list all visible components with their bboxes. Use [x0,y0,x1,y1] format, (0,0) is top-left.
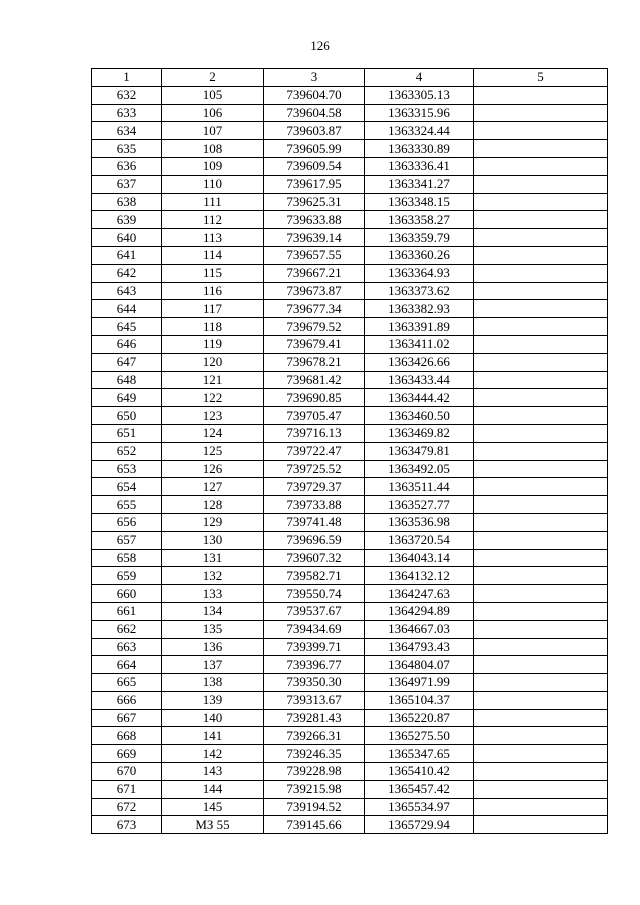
x-coordinate-cell: 739677.34 [264,300,365,318]
table-row [92,282,608,300]
note-cell [474,353,608,371]
table-row [92,513,608,531]
y-coordinate-cell: 1363492.05 [365,460,474,478]
y-coordinate-cell: 1364667.03 [365,620,474,638]
note-cell [474,140,608,158]
page-number: 126 [310,38,330,53]
table-row [92,318,608,336]
row-index-cell: 673 [92,816,162,834]
x-coordinate-cell: 739678.21 [264,353,365,371]
table-row [92,620,608,638]
note-cell [474,620,608,638]
row-index-cell: 667 [92,709,162,727]
y-coordinate-cell: 1363336.41 [365,157,474,175]
x-coordinate-cell: 739215.98 [264,780,365,798]
row-index-cell: 648 [92,371,162,389]
point-id-cell: 119 [162,335,264,353]
note-cell [474,478,608,496]
x-coordinate-cell: 739679.52 [264,318,365,336]
note-cell [474,816,608,834]
point-id-cell: 129 [162,513,264,531]
point-id-cell: 131 [162,549,264,567]
point-id-cell: 118 [162,318,264,336]
table-row [92,140,608,158]
row-index-cell: 655 [92,496,162,514]
point-id-cell: 120 [162,353,264,371]
x-coordinate-cell: 739582.71 [264,567,365,585]
point-id-cell: 139 [162,691,264,709]
x-coordinate-cell: 739266.31 [264,727,365,745]
y-coordinate-cell: 1363315.96 [365,104,474,122]
table-body [92,86,608,833]
point-id-cell: 124 [162,424,264,442]
point-id-cell: 127 [162,478,264,496]
row-index-cell: 659 [92,567,162,585]
table-row [92,691,608,709]
y-coordinate-cell: 1363373.62 [365,282,474,300]
table-row [92,478,608,496]
x-coordinate-cell: 739609.54 [264,157,365,175]
point-id-cell: 108 [162,140,264,158]
row-index-cell: 652 [92,442,162,460]
table-row [92,442,608,460]
point-id-cell: 143 [162,763,264,781]
x-coordinate-cell: 739617.95 [264,175,365,193]
x-coordinate-cell: 739679.41 [264,335,365,353]
point-id-cell: 138 [162,674,264,692]
row-index-cell: 634 [92,122,162,140]
row-index-cell: 647 [92,353,162,371]
note-cell [474,709,608,727]
y-coordinate-cell: 1363479.81 [365,442,474,460]
note-cell [474,638,608,656]
y-coordinate-cell: 1363411.02 [365,335,474,353]
row-index-cell: 672 [92,798,162,816]
x-coordinate-cell: 739399.71 [264,638,365,656]
column-header-1: 1 [92,69,162,87]
y-coordinate-cell: 1365104.37 [365,691,474,709]
x-coordinate-cell: 739246.35 [264,745,365,763]
row-index-cell: 633 [92,104,162,122]
row-index-cell: 635 [92,140,162,158]
row-index-cell: 664 [92,656,162,674]
point-id-cell: 144 [162,780,264,798]
x-coordinate-cell: 739194.52 [264,798,365,816]
point-id-cell: 109 [162,157,264,175]
y-coordinate-cell: 1365534.97 [365,798,474,816]
y-coordinate-cell: 1365410.42 [365,763,474,781]
x-coordinate-cell: 739228.98 [264,763,365,781]
note-cell [474,389,608,407]
x-coordinate-cell: 739657.55 [264,246,365,264]
note-cell [474,86,608,104]
point-id-cell: 141 [162,727,264,745]
column-header-2: 2 [162,69,264,87]
table-row [92,798,608,816]
table-row [92,389,608,407]
note-cell [474,175,608,193]
y-coordinate-cell: 1364247.63 [365,585,474,603]
note-cell [474,211,608,229]
column-header-3: 3 [264,69,365,87]
note-cell [474,513,608,531]
header-row [92,69,608,87]
row-index-cell: 669 [92,745,162,763]
note-cell [474,745,608,763]
note-cell [474,246,608,264]
note-cell [474,442,608,460]
y-coordinate-cell: 1364294.89 [365,602,474,620]
note-cell [474,229,608,247]
y-coordinate-cell: 1365220.87 [365,709,474,727]
note-cell [474,424,608,442]
note-cell [474,460,608,478]
x-coordinate-cell: 739607.32 [264,549,365,567]
point-id-cell: 112 [162,211,264,229]
y-coordinate-cell: 1363364.93 [365,264,474,282]
note-cell [474,602,608,620]
y-coordinate-cell: 1363330.89 [365,140,474,158]
x-coordinate-cell: 739673.87 [264,282,365,300]
table-row [92,656,608,674]
point-id-cell: 140 [162,709,264,727]
row-index-cell: 650 [92,407,162,425]
y-coordinate-cell: 1363720.54 [365,531,474,549]
table-row [92,780,608,798]
point-id-cell: 122 [162,389,264,407]
row-index-cell: 661 [92,602,162,620]
row-index-cell: 637 [92,175,162,193]
table-row [92,567,608,585]
row-index-cell: 662 [92,620,162,638]
row-index-cell: 658 [92,549,162,567]
point-id-cell: 128 [162,496,264,514]
point-id-cell: 145 [162,798,264,816]
table-row [92,122,608,140]
point-id-cell: 106 [162,104,264,122]
table-row [92,585,608,603]
row-index-cell: 638 [92,193,162,211]
point-id-cell: 107 [162,122,264,140]
note-cell [474,780,608,798]
y-coordinate-cell: 1363341.27 [365,175,474,193]
note-cell [474,300,608,318]
note-cell [474,674,608,692]
x-coordinate-cell: 739681.42 [264,371,365,389]
y-coordinate-cell: 1363360.26 [365,246,474,264]
table-row [92,460,608,478]
y-coordinate-cell: 1363426.66 [365,353,474,371]
note-cell [474,282,608,300]
y-coordinate-cell: 1363433.44 [365,371,474,389]
table-row [92,727,608,745]
x-coordinate-cell: 739696.59 [264,531,365,549]
x-coordinate-cell: 739690.85 [264,389,365,407]
y-coordinate-cell: 1365275.50 [365,727,474,745]
table-row [92,229,608,247]
point-id-cell: 142 [162,745,264,763]
note-cell [474,407,608,425]
point-id-cell: 111 [162,193,264,211]
table-row [92,104,608,122]
note-cell [474,763,608,781]
note-cell [474,335,608,353]
x-coordinate-cell: 739705.47 [264,407,365,425]
x-coordinate-cell: 739625.31 [264,193,365,211]
table-row [92,763,608,781]
table-row [92,157,608,175]
row-index-cell: 645 [92,318,162,336]
point-id-cell: 133 [162,585,264,603]
row-index-cell: 666 [92,691,162,709]
y-coordinate-cell: 1364043.14 [365,549,474,567]
table-row [92,264,608,282]
note-cell [474,104,608,122]
table-row [92,193,608,211]
y-coordinate-cell: 1363359.79 [365,229,474,247]
point-id-cell: 123 [162,407,264,425]
point-id-cell: 125 [162,442,264,460]
row-index-cell: 643 [92,282,162,300]
y-coordinate-cell: 1363358.27 [365,211,474,229]
table-row [92,709,608,727]
table-row [92,549,608,567]
x-coordinate-cell: 739145.66 [264,816,365,834]
row-index-cell: 671 [92,780,162,798]
x-coordinate-cell: 739604.58 [264,104,365,122]
point-id-cell: 113 [162,229,264,247]
row-index-cell: 653 [92,460,162,478]
row-index-cell: 656 [92,513,162,531]
point-id-cell: 134 [162,602,264,620]
y-coordinate-cell: 1363511.44 [365,478,474,496]
coordinates-table [91,68,608,834]
x-coordinate-cell: 739639.14 [264,229,365,247]
table-row [92,496,608,514]
x-coordinate-cell: 739725.52 [264,460,365,478]
note-cell [474,798,608,816]
table-row [92,407,608,425]
x-coordinate-cell: 739537.67 [264,602,365,620]
y-coordinate-cell: 1363460.50 [365,407,474,425]
table-header [92,69,608,87]
x-coordinate-cell: 739434.69 [264,620,365,638]
y-coordinate-cell: 1365457.42 [365,780,474,798]
table-row [92,371,608,389]
point-id-cell: 116 [162,282,264,300]
y-coordinate-cell: 1363391.89 [365,318,474,336]
x-coordinate-cell: 739604.70 [264,86,365,104]
point-id-cell: 110 [162,175,264,193]
x-coordinate-cell: 739350.30 [264,674,365,692]
y-coordinate-cell: 1363536.98 [365,513,474,531]
note-cell [474,157,608,175]
point-id-cell: МЗ 55 [162,816,264,834]
x-coordinate-cell: 739281.43 [264,709,365,727]
y-coordinate-cell: 1365347.65 [365,745,474,763]
point-id-cell: 126 [162,460,264,478]
note-cell [474,193,608,211]
row-index-cell: 640 [92,229,162,247]
x-coordinate-cell: 739313.67 [264,691,365,709]
y-coordinate-cell: 1363348.15 [365,193,474,211]
x-coordinate-cell: 739741.48 [264,513,365,531]
point-id-cell: 132 [162,567,264,585]
table-row [92,816,608,834]
table-row [92,246,608,264]
note-cell [474,318,608,336]
note-cell [474,567,608,585]
note-cell [474,691,608,709]
row-index-cell: 665 [92,674,162,692]
x-coordinate-cell: 739396.77 [264,656,365,674]
table-row [92,353,608,371]
y-coordinate-cell: 1364804.07 [365,656,474,674]
x-coordinate-cell: 739722.47 [264,442,365,460]
x-coordinate-cell: 739603.87 [264,122,365,140]
row-index-cell: 642 [92,264,162,282]
table-row [92,638,608,656]
x-coordinate-cell: 739667.21 [264,264,365,282]
table-row [92,211,608,229]
x-coordinate-cell: 739733.88 [264,496,365,514]
x-coordinate-cell: 739729.37 [264,478,365,496]
table-row [92,602,608,620]
point-id-cell: 115 [162,264,264,282]
row-index-cell: 663 [92,638,162,656]
table-row [92,300,608,318]
y-coordinate-cell: 1363444.42 [365,389,474,407]
x-coordinate-cell: 739633.88 [264,211,365,229]
table-row [92,674,608,692]
row-index-cell: 646 [92,335,162,353]
point-id-cell: 117 [162,300,264,318]
table-row [92,424,608,442]
y-coordinate-cell: 1364971.99 [365,674,474,692]
note-cell [474,727,608,745]
point-id-cell: 114 [162,246,264,264]
table-row [92,175,608,193]
point-id-cell: 130 [162,531,264,549]
point-id-cell: 105 [162,86,264,104]
row-index-cell: 668 [92,727,162,745]
note-cell [474,549,608,567]
table-row [92,531,608,549]
x-coordinate-cell: 739716.13 [264,424,365,442]
row-index-cell: 641 [92,246,162,264]
row-index-cell: 670 [92,763,162,781]
column-header-4: 4 [365,69,474,87]
y-coordinate-cell: 1364793.43 [365,638,474,656]
y-coordinate-cell: 1363305.13 [365,86,474,104]
row-index-cell: 632 [92,86,162,104]
row-index-cell: 639 [92,211,162,229]
row-index-cell: 657 [92,531,162,549]
point-id-cell: 137 [162,656,264,674]
y-coordinate-cell: 1363469.82 [365,424,474,442]
note-cell [474,496,608,514]
row-index-cell: 649 [92,389,162,407]
row-index-cell: 651 [92,424,162,442]
row-index-cell: 654 [92,478,162,496]
note-cell [474,371,608,389]
column-header-5: 5 [474,69,608,87]
note-cell [474,585,608,603]
row-index-cell: 644 [92,300,162,318]
y-coordinate-cell: 1363382.93 [365,300,474,318]
table-row [92,86,608,104]
table-row [92,745,608,763]
note-cell [474,122,608,140]
note-cell [474,531,608,549]
point-id-cell: 121 [162,371,264,389]
note-cell [474,656,608,674]
table-row [92,335,608,353]
row-index-cell: 636 [92,157,162,175]
point-id-cell: 136 [162,638,264,656]
x-coordinate-cell: 739605.99 [264,140,365,158]
note-cell [474,264,608,282]
row-index-cell: 660 [92,585,162,603]
point-id-cell: 135 [162,620,264,638]
y-coordinate-cell: 1363527.77 [365,496,474,514]
y-coordinate-cell: 1365729.94 [365,816,474,834]
y-coordinate-cell: 1363324.44 [365,122,474,140]
x-coordinate-cell: 739550.74 [264,585,365,603]
y-coordinate-cell: 1364132.12 [365,567,474,585]
